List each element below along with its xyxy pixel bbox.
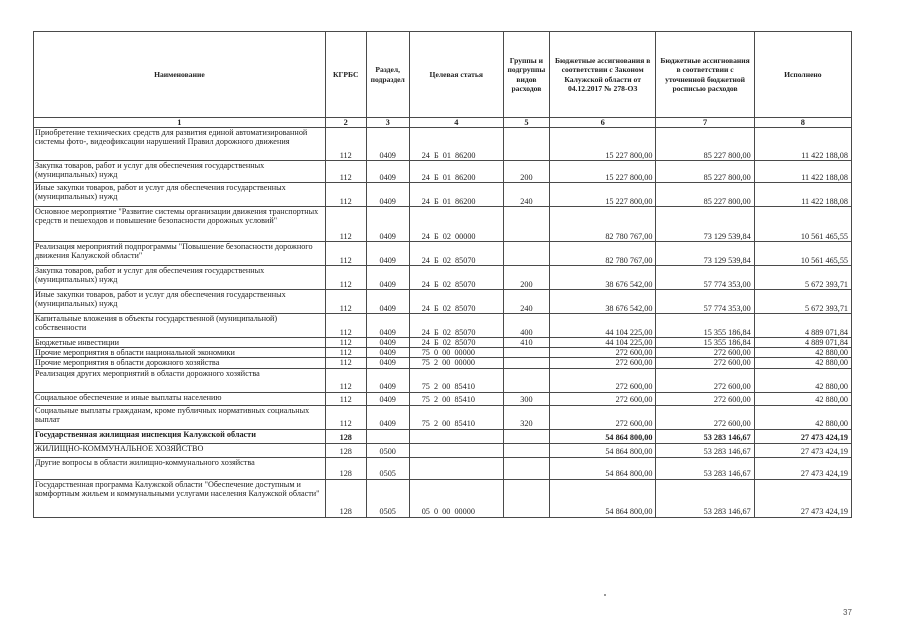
cell-kgrbs: 112 [325,266,366,290]
cell-kgrbs: 112 [325,405,366,429]
cell-name: Социальные выплаты гражданам, кроме публичных нормативных социальных выплат [34,405,326,429]
table-row [34,161,852,183]
header-executed: Исполнено [754,32,851,118]
cell-kgrbs: 112 [325,348,366,358]
cell-law-allocation: 38 676 542,00 [549,290,655,314]
cell-executed: 11 422 188,08 [754,128,851,161]
cell-target-article: 24 Б 02 85070 [409,338,503,348]
cell-section: 0409 [366,128,409,161]
cell-name: Прочие мероприятия в области национальной экономики [34,348,326,358]
cell-expense-group: 200 [503,266,549,290]
cell-kgrbs: 112 [325,392,366,405]
header-section: Раздел, подраздел [366,32,409,118]
cell-section: 0505 [366,479,409,517]
cell-name: Иные закупки товаров, работ и услуг для обеспечения государственных (муниципальных) нужд [34,183,326,207]
cell-kgrbs: 112 [325,368,366,392]
cell-section: 0409 [366,314,409,338]
cell-name: Реализация мероприятий подпрограммы "Повышение безопасности дорожного движения Калужской области" [34,242,326,266]
cell-target-article: 24 Б 02 85070 [409,266,503,290]
cell-executed: 42 880,00 [754,368,851,392]
cell-executed: 4 889 071,84 [754,338,851,348]
cell-expense-group [503,368,549,392]
cell-law-allocation: 44 104 225,00 [549,338,655,348]
header-revised-allocation: Бюджетные ассигнования в соответствии с уточненной бюджетной росписью расходов [656,32,754,118]
cell-name: Государственная программа Калужской области "Обеспечение доступным и комфортным жильем и коммунальными услугами населения Калужской области" [34,479,326,517]
column-number: 5 [503,118,549,128]
cell-kgrbs: 112 [325,338,366,348]
cell-kgrbs: 128 [325,443,366,457]
cell-revised-allocation: 272 600,00 [656,392,754,405]
column-number: 7 [656,118,754,128]
cell-expense-group [503,443,549,457]
cell-target-article: 05 0 00 00000 [409,479,503,517]
cell-executed: 11 422 188,08 [754,161,851,183]
column-number: 3 [366,118,409,128]
scan-speck [604,594,606,596]
cell-law-allocation: 272 600,00 [549,358,655,368]
header-row [34,32,852,118]
table-row [34,405,852,429]
cell-law-allocation: 272 600,00 [549,392,655,405]
cell-law-allocation: 54 864 800,00 [549,429,655,443]
cell-name: Государственная жилищная инспекция Калужской области [34,429,326,443]
cell-revised-allocation: 73 129 539,84 [656,207,754,242]
cell-expense-group [503,128,549,161]
cell-kgrbs: 112 [325,358,366,368]
cell-section [366,429,409,443]
cell-kgrbs: 112 [325,128,366,161]
cell-revised-allocation: 272 600,00 [656,358,754,368]
cell-target-article: 24 Б 02 00000 [409,207,503,242]
cell-law-allocation: 54 864 800,00 [549,479,655,517]
cell-target-article: 24 Б 02 85070 [409,290,503,314]
cell-law-allocation: 15 227 800,00 [549,183,655,207]
column-number: 6 [549,118,655,128]
header-kgrbs: КГРБС [325,32,366,118]
cell-kgrbs: 128 [325,429,366,443]
cell-law-allocation: 15 227 800,00 [549,161,655,183]
cell-section: 0409 [366,161,409,183]
table-row [34,443,852,457]
column-number-row [34,118,852,128]
cell-target-article [409,443,503,457]
cell-target-article: 24 Б 01 86200 [409,161,503,183]
cell-executed: 27 473 424,19 [754,443,851,457]
cell-name: Капитальные вложения в объекты государственной (муниципальной) собственности [34,314,326,338]
cell-revised-allocation: 53 283 146,67 [656,479,754,517]
table-row [34,290,852,314]
cell-name: Закупка товаров, работ и услуг для обеспечения государственных (муниципальных) нужд [34,161,326,183]
cell-section: 0409 [366,348,409,358]
cell-expense-group: 300 [503,392,549,405]
cell-expense-group [503,348,549,358]
cell-name: Иные закупки товаров, работ и услуг для обеспечения государственных (муниципальных) нужд [34,290,326,314]
column-number: 2 [325,118,366,128]
header-name: Наименование [34,32,326,118]
table-row [34,392,852,405]
cell-name: Социальное обеспечение и иные выплаты населению [34,392,326,405]
cell-name: Прочие мероприятия в области дорожного хозяйства [34,358,326,368]
cell-target-article [409,457,503,479]
cell-section: 0409 [366,266,409,290]
cell-target-article: 75 2 00 00000 [409,358,503,368]
cell-executed: 27 473 424,19 [754,457,851,479]
cell-executed: 42 880,00 [754,348,851,358]
cell-name: Реализация других мероприятий в области дорожного хозяйства [34,368,326,392]
cell-kgrbs: 112 [325,207,366,242]
cell-executed: 42 880,00 [754,358,851,368]
cell-section: 0409 [366,358,409,368]
header-target-article: Целевая статья [409,32,503,118]
cell-name: Другие вопросы в области жилищно-коммунального хозяйства [34,457,326,479]
page-number: 37 [843,608,852,617]
cell-kgrbs: 112 [325,183,366,207]
cell-revised-allocation: 53 283 146,67 [656,457,754,479]
cell-name: Приобретение технических средств для развития единой автоматизированной системы фото-, видеофиксации нарушений Правил дорожного движения [34,128,326,161]
cell-target-article: 75 2 00 85410 [409,392,503,405]
cell-executed: 10 561 465,55 [754,242,851,266]
cell-section: 0409 [366,392,409,405]
cell-revised-allocation: 15 355 186,84 [656,338,754,348]
cell-expense-group [503,479,549,517]
cell-section: 0500 [366,443,409,457]
cell-name: Бюджетные инвестиции [34,338,326,348]
cell-revised-allocation: 15 355 186,84 [656,314,754,338]
cell-expense-group [503,429,549,443]
cell-executed: 27 473 424,19 [754,479,851,517]
table-row [34,183,852,207]
cell-law-allocation: 82 780 767,00 [549,207,655,242]
cell-section: 0409 [366,338,409,348]
cell-expense-group: 200 [503,161,549,183]
cell-law-allocation: 272 600,00 [549,368,655,392]
cell-revised-allocation: 85 227 800,00 [656,161,754,183]
column-number: 4 [409,118,503,128]
cell-section: 0409 [366,290,409,314]
cell-expense-group: 400 [503,314,549,338]
table-row [34,479,852,517]
cell-kgrbs: 112 [325,314,366,338]
table-row [34,266,852,290]
cell-target-article: 24 Б 01 86200 [409,183,503,207]
cell-executed: 5 672 393,71 [754,266,851,290]
cell-expense-group [503,358,549,368]
cell-target-article: 75 2 00 85410 [409,405,503,429]
cell-executed: 5 672 393,71 [754,290,851,314]
cell-expense-group: 240 [503,290,549,314]
header-expense-group: Группы и подгруппы видов расходов [503,32,549,118]
cell-law-allocation: 54 864 800,00 [549,457,655,479]
table-row [34,128,852,161]
cell-expense-group: 240 [503,183,549,207]
cell-revised-allocation: 57 774 353,00 [656,290,754,314]
column-number: 8 [754,118,851,128]
cell-executed: 42 880,00 [754,405,851,429]
table-row [34,457,852,479]
cell-target-article: 24 Б 01 86200 [409,128,503,161]
cell-law-allocation: 272 600,00 [549,405,655,429]
cell-name: ЖИЛИЩНО-КОММУНАЛЬНОЕ ХОЗЯЙСТВО [34,443,326,457]
cell-expense-group [503,457,549,479]
cell-law-allocation: 272 600,00 [549,348,655,358]
cell-section: 0409 [366,405,409,429]
budget-table [33,31,852,518]
cell-revised-allocation: 85 227 800,00 [656,128,754,161]
cell-executed: 27 473 424,19 [754,429,851,443]
cell-section: 0505 [366,457,409,479]
column-number: 1 [34,118,326,128]
cell-law-allocation: 15 227 800,00 [549,128,655,161]
header-law-allocation: Бюджетные ассигнования в соответствии с Законом Калужской области от 04.12.2017 № 278-ОЗ [549,32,655,118]
table-row [34,338,852,348]
cell-kgrbs: 112 [325,242,366,266]
table-row [34,368,852,392]
cell-target-article [409,429,503,443]
cell-revised-allocation: 272 600,00 [656,405,754,429]
cell-expense-group [503,207,549,242]
cell-revised-allocation: 57 774 353,00 [656,266,754,290]
cell-expense-group [503,242,549,266]
table-row [34,358,852,368]
cell-kgrbs: 128 [325,457,366,479]
cell-name: Основное мероприятие "Развитие системы организации движения транспортных средств и пешеходов и повышение безопасности дорожных условий" [34,207,326,242]
table-row [34,429,852,443]
cell-executed: 10 561 465,55 [754,207,851,242]
cell-target-article: 24 Б 02 85070 [409,242,503,266]
cell-kgrbs: 112 [325,161,366,183]
cell-target-article: 24 Б 02 85070 [409,314,503,338]
table-row [34,348,852,358]
cell-expense-group: 410 [503,338,549,348]
table-row [34,207,852,242]
cell-revised-allocation: 272 600,00 [656,348,754,358]
cell-name: Закупка товаров, работ и услуг для обеспечения государственных (муниципальных) нужд [34,266,326,290]
cell-section: 0409 [366,368,409,392]
table-row [34,314,852,338]
cell-law-allocation: 44 104 225,00 [549,314,655,338]
cell-executed: 11 422 188,08 [754,183,851,207]
cell-revised-allocation: 53 283 146,67 [656,429,754,443]
cell-section: 0409 [366,183,409,207]
cell-target-article: 75 0 00 00000 [409,348,503,358]
table-row [34,242,852,266]
cell-revised-allocation: 73 129 539,84 [656,242,754,266]
cell-executed: 42 880,00 [754,392,851,405]
cell-kgrbs: 128 [325,479,366,517]
cell-executed: 4 889 071,84 [754,314,851,338]
cell-expense-group: 320 [503,405,549,429]
cell-law-allocation: 54 864 800,00 [549,443,655,457]
cell-section: 0409 [366,207,409,242]
cell-revised-allocation: 272 600,00 [656,368,754,392]
cell-target-article: 75 2 00 85410 [409,368,503,392]
cell-law-allocation: 38 676 542,00 [549,266,655,290]
cell-kgrbs: 112 [325,290,366,314]
cell-section: 0409 [366,242,409,266]
cell-law-allocation: 82 780 767,00 [549,242,655,266]
cell-revised-allocation: 85 227 800,00 [656,183,754,207]
cell-revised-allocation: 53 283 146,67 [656,443,754,457]
